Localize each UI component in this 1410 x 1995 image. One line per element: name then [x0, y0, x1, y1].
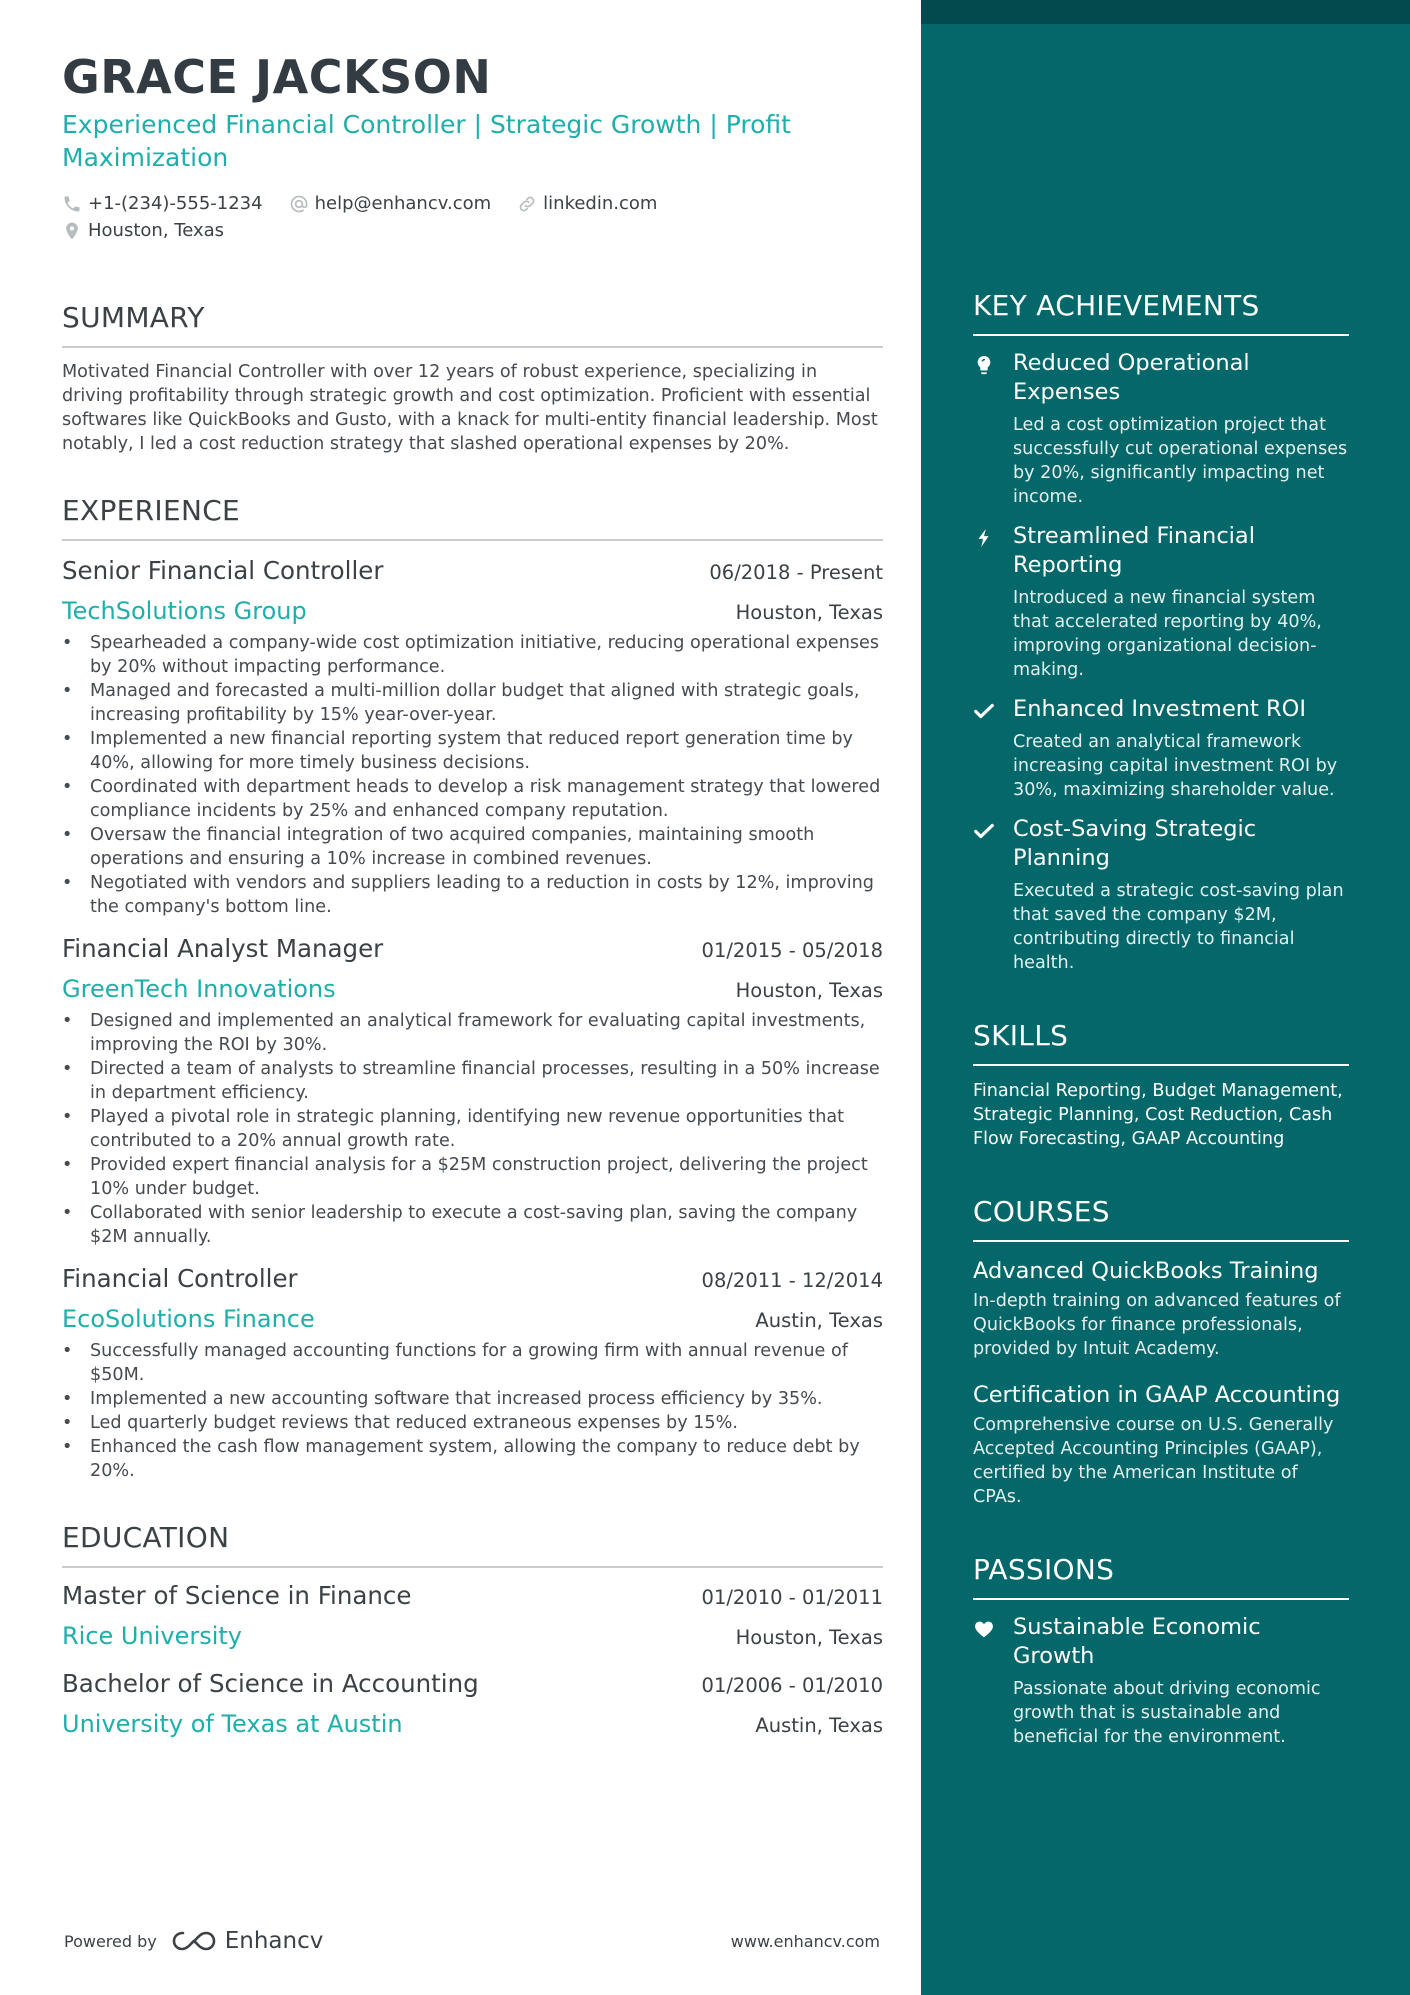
enhancv-logo-icon: [171, 1929, 217, 1953]
edu-dates: 01/2010 - 01/2011: [701, 1586, 883, 1609]
course-desc: Comprehensive course on U.S. Generally Accepted Accounting Principles (GAAP), certified by the American Institute of CPAs.: [973, 1415, 1334, 1507]
job-bullets: [62, 1009, 883, 1249]
footer: [64, 1928, 880, 1954]
bullet-item: • Implemented a new accounting software that increased process efficiency by 35%.: [62, 1387, 883, 1411]
checkmark-icon: [973, 820, 995, 842]
bullet-item: • Played a pivotal role in strategic planning, identifying new revenue opportunities that contributed to a 20% annual growth rate.: [62, 1105, 883, 1153]
section-title: KEY ACHIEVEMENTS: [973, 289, 1349, 336]
edu-location: Austin, Texas: [755, 1714, 883, 1737]
achievements-section: [973, 289, 1349, 975]
achievement-title: Reduced Operational Expenses: [1013, 350, 1250, 405]
contact-email[interactable]: [289, 190, 492, 217]
skills-text: Financial Reporting, Budget Management, Strategic Planning, Cost Reduction, Cash Flow Forecasting, GAAP Accounting: [973, 1081, 1343, 1149]
job-title: Financial Controller: [62, 1264, 298, 1293]
achievement-title: Streamlined Financial Reporting: [1013, 523, 1255, 578]
passion-desc: Passionate about driving economic growth that is sustainable and beneficial for the environment.: [1013, 1679, 1321, 1747]
course-item: [973, 1255, 1349, 1361]
location-pin-icon: [62, 221, 82, 241]
main-column: [62, 50, 883, 1744]
heart-icon: [973, 1618, 995, 1640]
bullet-item: • Enhanced the cash flow management system, allowing the company to reduce debt by 20%.: [62, 1435, 883, 1483]
summary-section: [62, 301, 883, 456]
job-entry: [62, 551, 883, 919]
edu-location: Houston, Texas: [735, 1626, 883, 1649]
degree: Master of Science in Finance: [62, 1581, 412, 1610]
job-entry: [62, 929, 883, 1249]
course-title: Advanced QuickBooks Training: [973, 1258, 1319, 1284]
section-title: PASSIONS: [973, 1553, 1349, 1600]
at-icon: [289, 194, 309, 214]
degree: Bachelor of Science in Accounting: [62, 1669, 479, 1698]
section-title: EDUCATION: [62, 1521, 883, 1568]
job-location: Houston, Texas: [735, 601, 883, 624]
skills-section: [973, 1019, 1349, 1151]
section-title: SUMMARY: [62, 301, 883, 348]
company-name: EcoSolutions Finance: [62, 1305, 315, 1333]
job-dates: 01/2015 - 05/2018: [701, 939, 883, 962]
course-desc: In-depth training on advanced features of QuickBooks for finance professionals, provided by Intuit Academy.: [973, 1291, 1341, 1359]
edu-dates: 01/2006 - 01/2010: [701, 1674, 883, 1697]
bullet-item: • Implemented a new financial reporting system that reduced report generation time by 40%, allowing for more timely business decisions.: [62, 727, 883, 775]
achievement-title: Enhanced Investment ROI: [1013, 696, 1307, 722]
bullet-item: • Negotiated with vendors and suppliers leading to a reduction in costs by 12%, improving the company's bottom line.: [62, 871, 883, 919]
section-title: SKILLS: [973, 1019, 1349, 1066]
checkmark-icon: [973, 700, 995, 722]
bullet-item: • Oversaw the financial integration of two acquired companies, maintaining smooth operations and ensuring a 10% increase in combined revenues.: [62, 823, 883, 871]
bullet-item: • Led quarterly budget reviews that reduced extraneous expenses by 15%.: [62, 1411, 883, 1435]
contact-location: [62, 217, 883, 244]
email-text: help@enhancv.com: [314, 193, 492, 214]
sidebar-top-band: [921, 0, 1410, 24]
job-dates: 08/2011 - 12/2014: [701, 1269, 883, 1292]
school-name: Rice University: [62, 1622, 242, 1650]
phone-text: +1-(234)-555-1234: [88, 193, 263, 214]
bullet-item: • Successfully managed accounting functions for a growing firm with annual revenue of $50M.: [62, 1339, 883, 1387]
school-name: University of Texas at Austin: [62, 1710, 403, 1738]
bullet-item: • Coordinated with department heads to develop a risk management strategy that lowered compliance incidents by 25% and enhanced company reputation.: [62, 775, 883, 823]
passion-item: [973, 1613, 1349, 1749]
achievement-item: [973, 522, 1349, 682]
powered-by: [64, 1928, 323, 1954]
bullet-item: • Directed a team of analysts to streamline financial processes, resulting in a 50% increase in department efficiency.: [62, 1057, 883, 1105]
company-name: GreenTech Innovations: [62, 975, 336, 1003]
location-text: Houston, Texas: [88, 220, 225, 241]
achievement-desc: Introduced a new financial system that accelerated reporting by 40%, improving organizational decision-making.: [1013, 588, 1322, 680]
headline: Experienced Financial Controller | Strategic Growth | Profit Maximization: [62, 110, 791, 172]
enhancv-logo[interactable]: [171, 1928, 324, 1954]
job-dates: 06/2018 - Present: [709, 561, 883, 584]
achievement-item: [973, 349, 1349, 509]
bullet-item: • Provided expert financial analysis for a $25M construction project, delivering the project 10% under budget.: [62, 1153, 883, 1201]
experience-section: [62, 494, 883, 1483]
link-icon: [517, 194, 537, 214]
contact-phone: [62, 190, 263, 217]
contact-linkedin[interactable]: [517, 190, 657, 217]
candidate-name: GRACE JACKSON: [62, 50, 492, 104]
education-entry: [62, 1664, 883, 1744]
bullet-item: • Spearheaded a company-wide cost optimization initiative, reducing operational expenses by 20% without impacting performance.: [62, 631, 883, 679]
powered-by-label: Powered by: [64, 1931, 157, 1951]
website-link[interactable]: www.enhancv.com: [730, 1931, 880, 1951]
achievement-desc: Led a cost optimization project that successfully cut operational expenses by 20%, significantly impacting net income.: [1013, 415, 1348, 507]
job-title: Senior Financial Controller: [62, 556, 384, 585]
enhancv-brand: Enhancv: [224, 1928, 324, 1954]
section-title: COURSES: [973, 1195, 1349, 1242]
phone-icon: [62, 194, 82, 214]
contact-info: [62, 190, 883, 244]
job-entry: [62, 1259, 883, 1483]
courses-section: [973, 1195, 1349, 1509]
job-location: Houston, Texas: [735, 979, 883, 1002]
sidebar-content: [973, 289, 1349, 1793]
lightning-icon: [973, 527, 995, 549]
job-bullets: [62, 631, 883, 919]
achievement-title: Cost-Saving Strategic Planning: [1013, 816, 1257, 871]
bullet-item: • Collaborated with senior leadership to execute a cost-saving plan, saving the company $2M annually.: [62, 1201, 883, 1249]
company-name: TechSolutions Group: [62, 597, 307, 625]
linkedin-text: linkedin.com: [543, 193, 658, 214]
course-item: [973, 1379, 1349, 1509]
section-title: EXPERIENCE: [62, 494, 883, 541]
education-entry: [62, 1576, 883, 1656]
achievement-desc: Executed a strategic cost-saving plan that saved the company $2M, contributing directly to financial health.: [1013, 881, 1344, 973]
bullet-item: • Managed and forecasted a multi-million dollar budget that aligned with strategic goals, increasing profitability by 15% year-over-year.: [62, 679, 883, 727]
course-title: Certification in GAAP Accounting: [973, 1382, 1341, 1408]
summary-text: Motivated Financial Controller with over 12 years of robust experience, specializing in driving profitability through strategic growth and cost optimization. Proficient with essential softwares like QuickBooks and Gusto, with a knack for multi-entity financial leadership. Most notably, I led a cost reduction strategy that slashed operational expenses by 20%.: [62, 362, 878, 454]
job-location: Austin, Texas: [755, 1309, 883, 1332]
achievement-desc: Created an analytical framework increasing capital investment ROI by 30%, maximizing shareholder value.: [1013, 732, 1338, 800]
education-section: [62, 1521, 883, 1744]
job-bullets: [62, 1339, 883, 1483]
bullet-item: • Designed and implemented an analytical framework for evaluating capital investments, improving the ROI by 30%.: [62, 1009, 883, 1057]
passions-section: [973, 1553, 1349, 1749]
job-title: Financial Analyst Manager: [62, 934, 384, 963]
lightbulb-icon: [973, 354, 995, 376]
achievement-item: [973, 695, 1349, 802]
passion-title: Sustainable Economic Growth: [1013, 1614, 1261, 1669]
achievement-item: [973, 815, 1349, 975]
